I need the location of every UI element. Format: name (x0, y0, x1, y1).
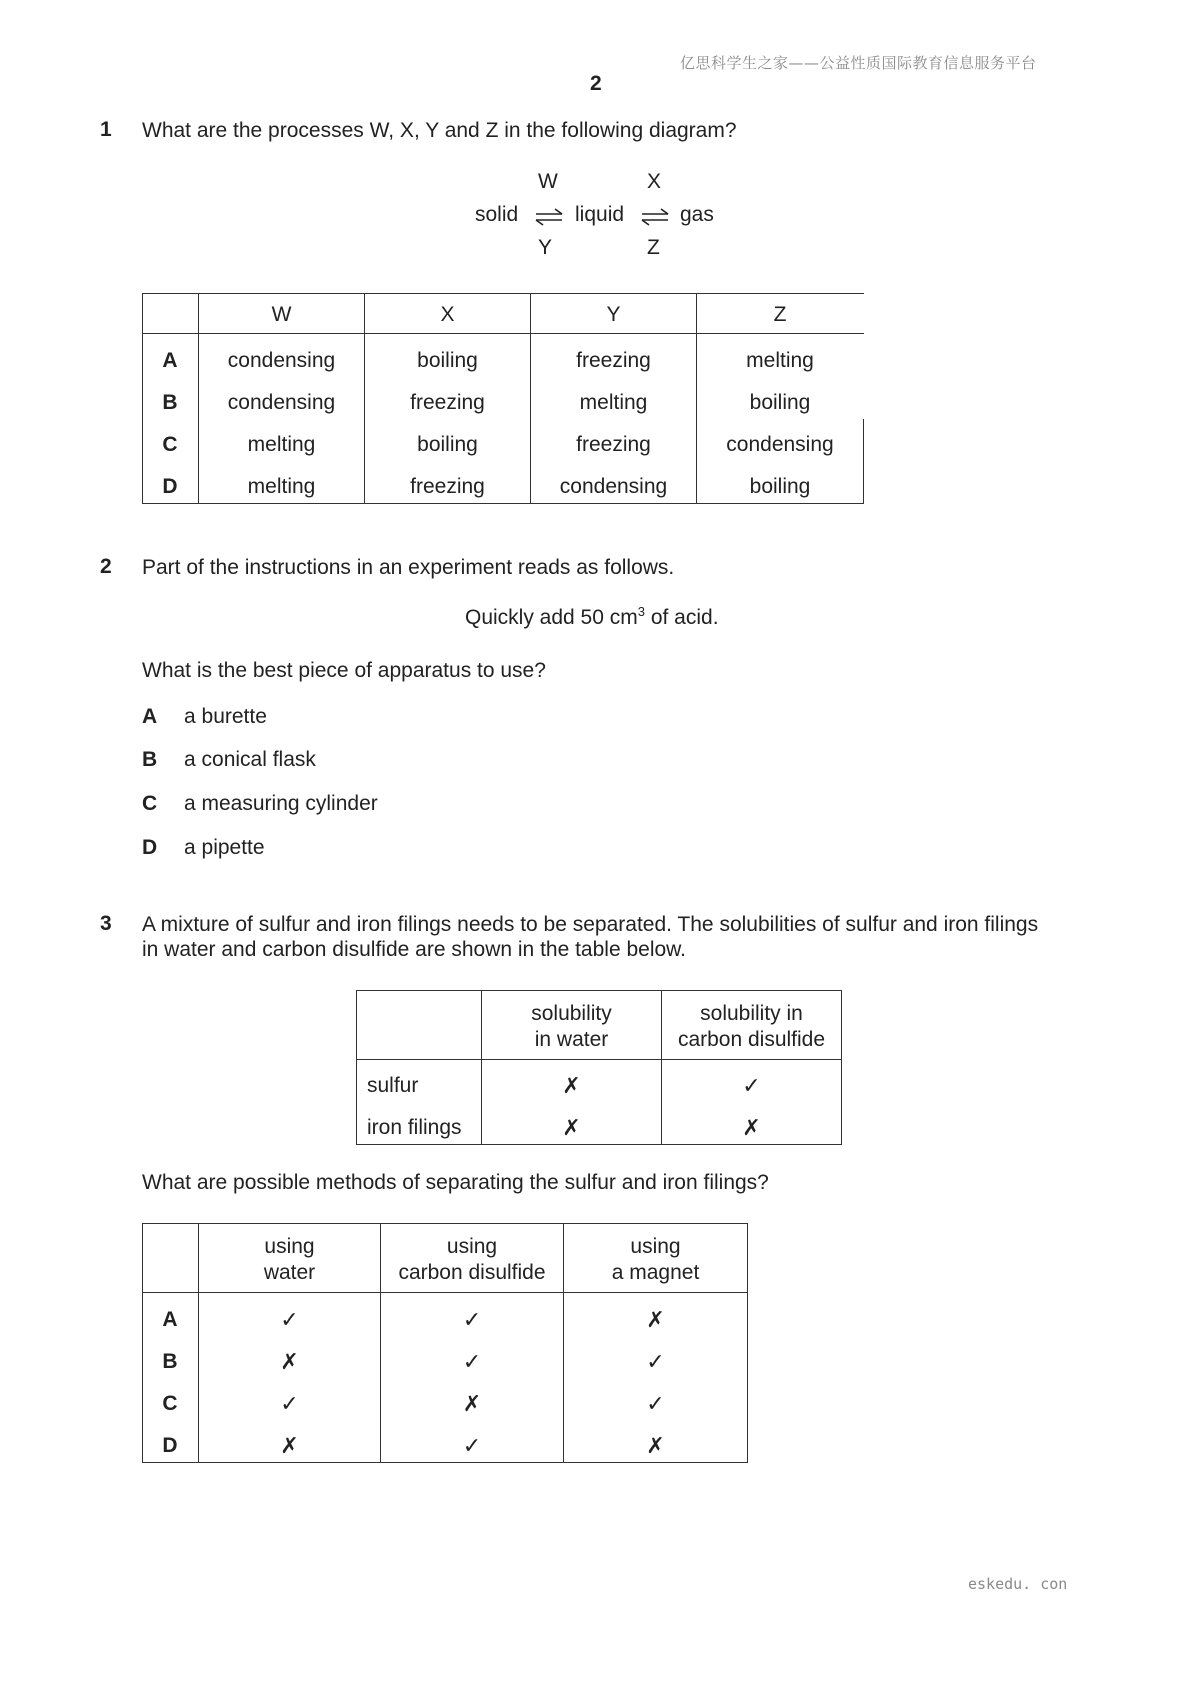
table-cell: melting (579, 391, 648, 414)
table-header-w: W (271, 303, 292, 326)
question-3-prompt: What are possible methods of separating the sulfur and iron filings? (142, 1171, 769, 1194)
option-letter: C (142, 792, 158, 815)
instruction-text (465, 604, 719, 630)
method-row-letter: B (162, 1350, 178, 1373)
method-row-letter: C (162, 1392, 178, 1415)
diagram-liquid: liquid (575, 203, 625, 226)
table-cell: freezing (576, 433, 651, 456)
question-1-text: What are the processes W, X, Y and Z in the following diagram? (142, 119, 737, 142)
cross-mark-icon: ✗ (280, 1434, 299, 1459)
table-cell: melting (247, 475, 316, 498)
question-2-number: 2 (100, 555, 112, 578)
table-cell: boiling (749, 391, 811, 414)
question-1-table (142, 293, 864, 504)
cross-mark-icon: ✗ (562, 1074, 581, 1099)
question-1-number: 1 (100, 118, 112, 141)
sol-row-label: sulfur (367, 1074, 419, 1097)
option-letter: B (142, 748, 158, 771)
method-header-cs2-line1: using (446, 1235, 498, 1258)
question-3-number: 3 (100, 912, 112, 935)
tick-mark-icon: ✓ (646, 1392, 665, 1417)
table-row-letter: C (162, 433, 178, 456)
state-change-diagram (470, 170, 714, 270)
table-header-y: Y (606, 303, 621, 326)
question-2-text: Part of the instructions in an experiment reads as follows. (142, 556, 675, 579)
sol-header-cs2-line1: solubility in (700, 1002, 803, 1025)
tick-mark-icon: ✓ (462, 1308, 482, 1333)
tick-mark-icon: ✓ (280, 1308, 299, 1333)
tick-mark-icon: ✓ (742, 1074, 761, 1099)
diagram-label-z: Z (647, 236, 660, 259)
table-cell: boiling (417, 349, 478, 372)
table-cell: boiling (417, 433, 478, 456)
table-cell: melting (247, 433, 316, 456)
question-3-text-line1: A mixture of sulfur and iron filings needs to be separated. The solubilities of sulfur and iron filings (142, 913, 1039, 936)
table-header-z: Z (773, 303, 787, 326)
watermark-text: 亿思科学生之家——公益性质国际教育信息服务平台 (680, 54, 1037, 72)
solubility-table (356, 990, 842, 1145)
instruction-superscript: 3 (637, 604, 645, 619)
method-header-magnet-line2: a magnet (611, 1261, 700, 1284)
equilibrium-arrow-icon (534, 208, 564, 226)
table-cell: condensing (227, 391, 336, 414)
sol-header-water-line1: solubility (531, 1002, 612, 1025)
option-letter: D (142, 836, 158, 859)
cross-mark-icon: ✗ (646, 1434, 665, 1459)
cross-mark-icon: ✗ (646, 1308, 665, 1333)
table-header-x: X (440, 303, 455, 326)
table-row-letter: D (162, 475, 178, 498)
diagram-label-x: X (647, 170, 662, 193)
diagram-label-y: Y (538, 236, 553, 259)
cross-mark-icon: ✗ (742, 1116, 761, 1141)
table-cell: freezing (410, 391, 485, 414)
option-text: a pipette (184, 836, 265, 859)
option-letter: A (142, 705, 158, 728)
table-row-letter: A (162, 349, 178, 372)
method-header-water-line1: using (264, 1235, 315, 1258)
option-text: a measuring cylinder (184, 792, 378, 815)
table-row-letter: B (162, 391, 178, 414)
option-text: a burette (184, 705, 267, 728)
cross-mark-icon: ✗ (462, 1392, 482, 1417)
table-cell: freezing (576, 349, 651, 372)
question-2-prompt: What is the best piece of apparatus to use? (142, 659, 546, 682)
sol-header-cs2-line2: carbon disulfide (677, 1028, 826, 1051)
table-cell: condensing (559, 475, 668, 498)
sol-header-water-line2: in water (534, 1028, 609, 1051)
method-header-water-line2: water (263, 1261, 316, 1284)
diagram-solid: solid (475, 203, 519, 226)
method-header-cs2-line2: carbon disulfide (398, 1261, 546, 1284)
sol-row-label: iron filings (367, 1116, 462, 1139)
diagram-gas: gas (680, 203, 714, 226)
diagram-label-w: W (538, 170, 558, 193)
cross-mark-icon: ✗ (280, 1350, 299, 1375)
method-row-letter: D (162, 1434, 178, 1457)
cross-mark-icon: ✗ (562, 1116, 581, 1141)
equilibrium-arrow-icon (640, 208, 670, 226)
tick-mark-icon: ✓ (462, 1434, 482, 1459)
table-cell: melting (746, 349, 814, 372)
table-cell: condensing (227, 349, 336, 372)
instruction-post: of acid. (644, 606, 719, 629)
question-3-text-line2: in water and carbon disulfide are shown in the table below. (142, 938, 687, 961)
table-cell: condensing (726, 433, 834, 456)
tick-mark-icon: ✓ (646, 1350, 665, 1375)
page-number: 2 (590, 72, 602, 95)
tick-mark-icon: ✓ (462, 1350, 482, 1375)
table-cell: freezing (410, 475, 485, 498)
method-row-letter: A (162, 1308, 178, 1331)
instruction-pre: Quickly add 50 cm (465, 606, 638, 629)
option-text: a conical flask (184, 748, 316, 771)
table-cell: boiling (749, 475, 811, 498)
footer-text: eskedu. con (968, 1575, 1068, 1593)
method-header-magnet-line1: using (630, 1235, 681, 1258)
methods-table (142, 1223, 748, 1463)
tick-mark-icon: ✓ (280, 1392, 299, 1417)
